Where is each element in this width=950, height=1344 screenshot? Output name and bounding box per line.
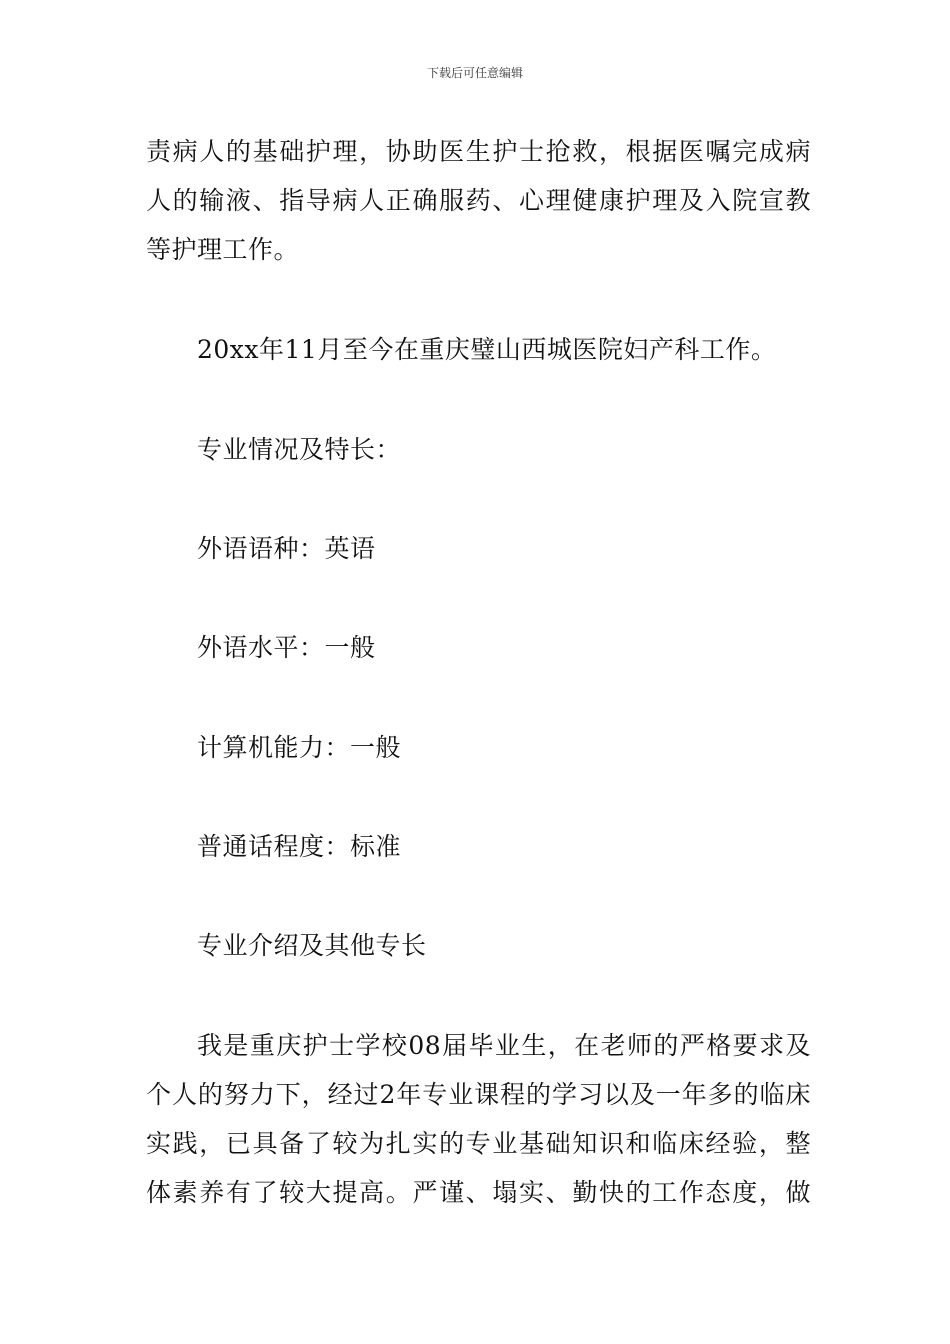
text-line: 责病人的基础护理，协助医生护士抢救，根据医嘱完成病 [146, 137, 811, 166]
text-line: 体素养有了较大提高。严谨、塌实、勤快的工作态度，做 [146, 1178, 811, 1207]
paragraph-duties [146, 127, 811, 274]
field-computer-skill [146, 723, 811, 772]
text-line: 专业介绍及其他专长 [197, 931, 427, 960]
text-line: 普通话程度：标准 [197, 832, 402, 861]
text-line: 实践，已具备了较为扎实的专业基础知识和临床经验，整 [146, 1129, 811, 1158]
heading-specialty [146, 425, 811, 474]
text-line: 外语语种：英语 [197, 534, 376, 563]
text-line: 我是重庆护士学校08届毕业生，在老师的严格要求及 [197, 1031, 811, 1060]
page-header: 下载后可任意编辑 [426, 66, 523, 80]
text-line: 20xx年11月至今在重庆璧山西城医院妇产科工作。 [197, 335, 777, 364]
text-line: 等护理工作。 [146, 235, 300, 264]
heading-introduction [146, 921, 811, 970]
text-line: 专业情况及特长： [197, 435, 402, 464]
text-line: 个人的努力下，经过2年专业课程的学习以及一年多的临床 [146, 1080, 811, 1109]
field-language-level [146, 623, 811, 672]
paragraph-current-job [146, 325, 811, 374]
paragraph-self-introduction [146, 1021, 811, 1217]
text-line: 外语水平：一般 [197, 633, 376, 662]
text-line: 人的输液、指导病人正确服药、心理健康护理及入院宣教 [146, 186, 811, 215]
field-mandarin-level [146, 822, 811, 871]
field-foreign-language [146, 524, 811, 573]
text-line: 计算机能力：一般 [197, 733, 402, 762]
